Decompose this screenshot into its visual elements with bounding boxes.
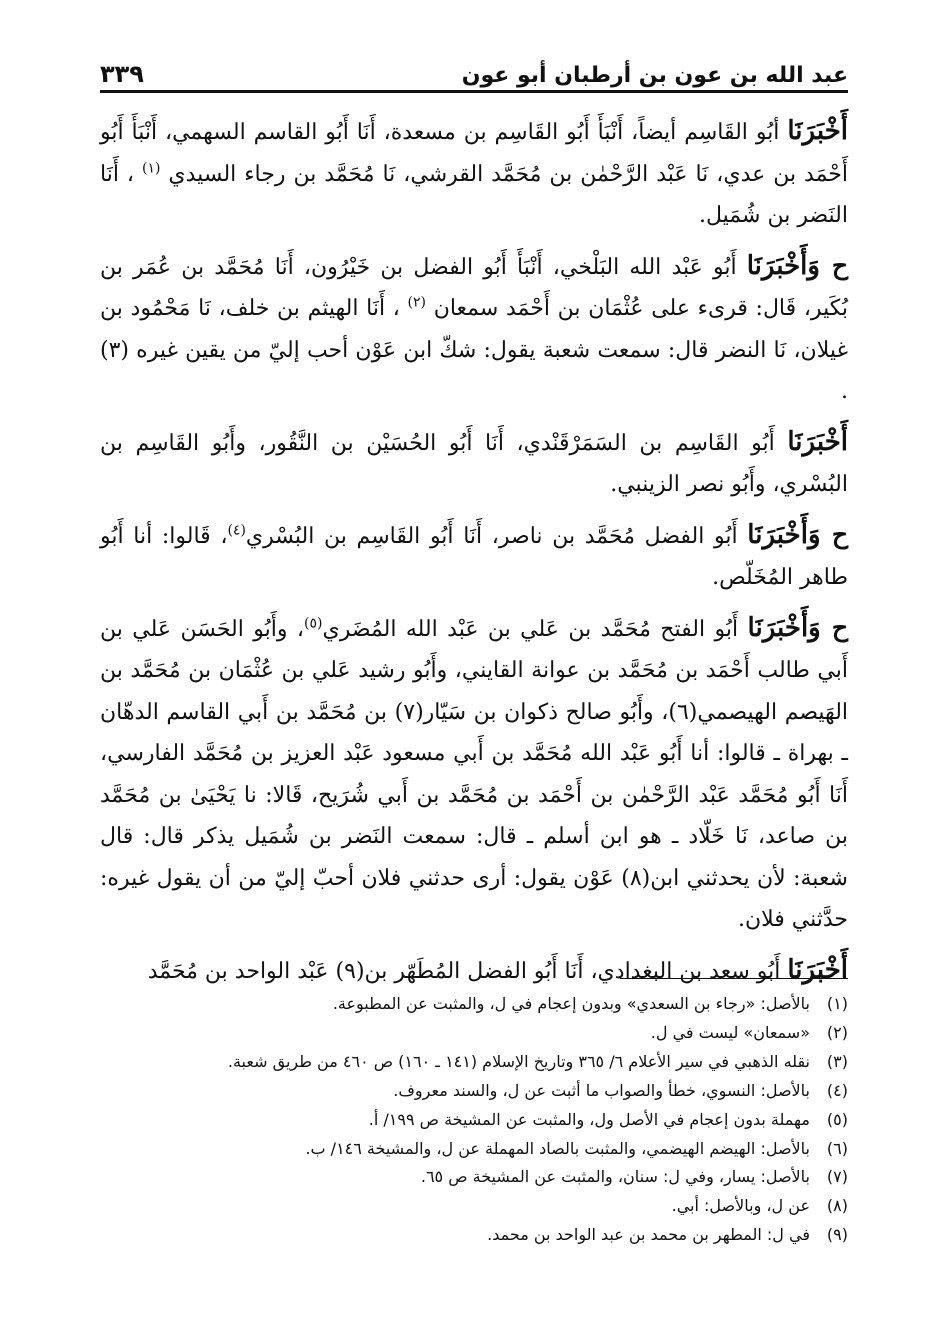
footnote-number: (١) (826, 994, 848, 1013)
footnotes (100, 990, 848, 1250)
paragraph-text-end: ، أَنَا النَضر بن شُمَيل. (100, 161, 848, 228)
footnote (100, 990, 848, 1019)
ha-marker: ح (820, 612, 848, 642)
footnote-number: (٨) (826, 1196, 848, 1216)
footnote-number: (٢) (826, 1022, 848, 1042)
footnote-text: بالأصل: الهيضم الهيضمي، والمثبت بالصاد المهملة عن ل، والمشيخة ١٤٦/ ب. (305, 1138, 810, 1158)
footnote (100, 1135, 848, 1164)
paragraph-text: أَبُو الفتح مُحَمَّد بن عَلي بن عَبْد الله المُضَري (322, 616, 748, 642)
paragraph-text: أَبُو الفضل مُحَمَّد بن ناصر، أَنَا أَبُو القَاسِم بن البُسْري (245, 523, 748, 549)
akhbarana-keyword: أَخْبَرَنَا (787, 954, 848, 985)
footnote-number: (٩) (826, 1225, 848, 1245)
footnote-number: (٧) (826, 1167, 848, 1187)
akhbarana-keyword: وَأَخْبَرَنَا (746, 250, 820, 281)
footnote-text: بالأصل: يسار، وفي ل: سنان، والمثبت عن المشيخة ص ٦٥. (420, 1167, 810, 1187)
paragraph-2 (100, 245, 848, 413)
footnote-text: في ل: المطهر بن محمد بن عبد الواحد بن محمد. (487, 1225, 810, 1245)
footnote (100, 1048, 848, 1077)
footnote-number: (٥) (826, 1109, 848, 1129)
footnote (100, 1106, 848, 1135)
footnote-ref: (٥) (304, 615, 323, 632)
paragraph-text-end: ، قَالوا: أنا أَبُو طاهر المُخَلّص. (100, 523, 848, 590)
akhbarana-keyword: وَأَخْبَرَنَا (747, 519, 821, 550)
paragraph-text: أَبُو سعد بن البغدادي، أَنَا أَبُو الفضل المُطَهّر بن(٩) عَبْد الواحد بن مُحَمَّد (147, 958, 788, 984)
footnote-text: نقله الذهبي في سير الأعلام ٦/ ٣٦٥ وتاريخ الإسلام (١٤١ ـ ١٦٠) ص ٤٦٠ من طريق شعبة. (227, 1051, 810, 1071)
akhbarana-keyword: وَأَخْبَرَنَا (747, 612, 821, 643)
footnote-text: «سمعان» ليست في ل. (650, 1022, 810, 1042)
footnote-text: بالأصل: النسوي، خطأ والصواب ما أثبت عن ل، والسند معروف. (393, 1080, 810, 1100)
footnote-text: عن ل، وبالأصل: أبي. (671, 1196, 810, 1216)
footnote (100, 1192, 848, 1221)
footnote-number: (٦) (826, 1138, 848, 1158)
ha-marker: ح (819, 250, 848, 280)
footnote-number: (٤) (826, 1080, 848, 1100)
paragraph-text: أَبُو عَبْد الله البَلْخي، أَنْبَأَ أَبُو الفضل بن خَيْرُون، أَنَا مُحَمَّد بن عُمَر بن بُكَير، قَال: قرىء على عُثْمَان بن أَحْمَد سمعان (100, 254, 848, 321)
footnote-ref: (٢) (407, 294, 426, 311)
header-divider (100, 90, 848, 93)
paragraph-3 (100, 421, 848, 506)
page-number: ٣٣٩ (100, 60, 144, 88)
running-title: عبد الله بن عون بن أرطبان أبو عون (461, 63, 848, 88)
footnote (100, 1019, 848, 1048)
footnote (100, 1077, 848, 1106)
footnote-text: مهملة بدون إعجام في الأصل ول، والمثبت عن المشيخة ص ١٩٩/ أ. (368, 1109, 810, 1129)
paragraph-1 (100, 110, 848, 237)
paragraph-5 (100, 607, 848, 941)
page-header (100, 40, 848, 88)
footnote-divider (620, 978, 848, 979)
akhbarana-keyword: أَخْبَرَنَا (787, 426, 848, 457)
footnote-ref: (١) (141, 160, 161, 177)
main-text (100, 110, 848, 1000)
paragraph-text-end: ، وأَبُو الحَسَن عَلي بن أَبي طالب أَحْمَد بن مُحَمَّد بن عوانة القايني، وأَبُو رشيد عَلي بن عُثْمَان بن مُحَمَّد بن الهَيصم الهيصمي(٦)، وأَبُو صالح ذكوان بن سَيّار(٧) بن مُحَمَّد بن أَبي القاسم الدهّان ـ بهراة ـ قالوا: أنا أَبُو عَبْد الله مُحَمَّد بن أَبي مسعود عَبْد العزيز بن مُحَمَّد الفارسي، أَنَا أَبُو مُحَمَّد عَبْد الرَّحْمٰن بن أَحْمَد بن مُحَمَّد بن أَبي شُرَيح، قَالا: نا يَحْيَىٰ بن مُحَمَّد بن صاعد، نَا خَلّاد ـ هو ابن أسلم ـ قال: سمعت النَضر بن شُمَيل يذكر قال: قال شعبة: لأن يحدثني ابن(٨) عَوْن يقول: أرى حدثني فلان أحبّ إليّ من أن يقول غيره: حدَّثني فلان. (100, 616, 849, 932)
akhbarana-keyword: أَخْبَرَنَا (787, 116, 848, 146)
footnote-text: بالأصل: «رجاء بن السعدي» وبدون إعجام في ل، والمثبت عن المطبوعة. (332, 994, 810, 1013)
paragraph-text: أَبُو القَاسِم بن السَمَرْقَنْدي، أَنَا أَبُو الحُسَيْن بن النَّقُور، وأَبُو القَاسِم بن البُسْري، وأَبُو نصر الزينبي. (100, 430, 848, 497)
ha-marker: ح (820, 519, 849, 549)
footnote-number: (٣) (826, 1051, 848, 1071)
paragraph-4 (100, 514, 848, 599)
footnote (100, 1221, 848, 1250)
paragraph-text-end: ، أَنَا الهيثم بن خلف، نَا مَحْمُود بن غيلان، نَا النضر قال: سمعت شعبة يقول: شكّ ابن عَوْن أحب إليّ من يقين غيره (٣) . (100, 296, 848, 404)
footnote-ref: (٤) (227, 522, 246, 539)
paragraph-6 (100, 949, 848, 993)
footnote (100, 1163, 848, 1192)
paragraph-text: أبُو القَاسِم أيضاً، أَنْبَأَ أَبُو القَاسِم بن مسعدة، أَنَا أَبُو القاسم السهمي، أَنْبَأَ أَبُو أَحْمَد بن عدي، نَا عَبْد الرَّحْمٰن بن مُحَمَّد القرشي، نَا مُحَمَّد بن رجاء السيدي (100, 120, 849, 187)
